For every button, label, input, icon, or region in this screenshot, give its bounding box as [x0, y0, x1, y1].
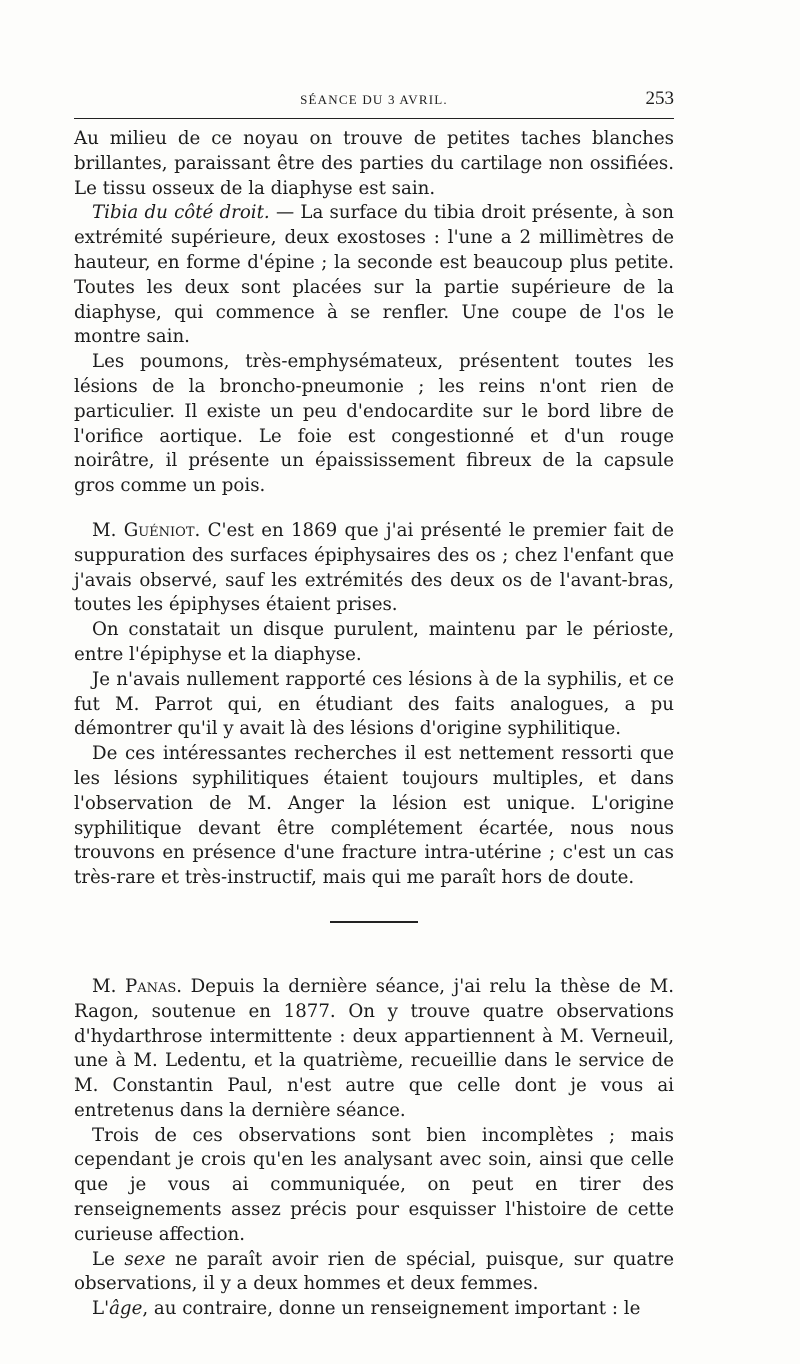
running-title: SÉANCE DU 3 AVRIL. — [300, 92, 448, 107]
speaker-gueniot: M. Guéniot. — [92, 519, 201, 541]
paragraph-poumons: Les poumons, très-emphysémateux, présentent toutes les lésions de la broncho-pneumonie ; les reins n'ont rien de particulier. Il existe un peu d'endocardite sur le bord libre de l'orifice aortique. Le foie est congestionné et d'un rouge noirâtre, il présente un épaississement fibreux de la capsule gros comme un pois. — [74, 351, 674, 497]
paragraph-panas-1 — [74, 975, 674, 1124]
age-pre: L' — [92, 1298, 110, 1320]
paragraph-gueniot-2: On constatait un disque purulent, maintenu par le périoste, entre l'épiphyse et la diaphyse. — [74, 619, 674, 665]
paragraph-gueniot-4: De ces intéressantes recherches il est nettement ressorti que les lésions syphilitiques étaient toujours multiples, et dans l'observation de M. Anger la lésion est unique. L'origine syphilitique devant être complétement écartée, nous nous trouvons en présence d'une fracture intra-utérine ; c'est un cas très-rare et très-instructif, mais qui me paraît hors de doute. — [74, 743, 674, 889]
paragraph-noyau: Au milieu de ce noyau on trouve de petites taches blanches brillantes, paraissant être des parties du cartilage non ossifiées. Le tissu osseux de la diaphyse est sain. — [74, 128, 674, 199]
paragraph-panas-age — [74, 1297, 674, 1322]
paragraph-gueniot-1 — [74, 519, 674, 618]
section-gap — [74, 499, 674, 519]
header-rule — [74, 118, 674, 119]
tibia-heading: Tibia du côté droit. — [92, 202, 270, 224]
paragraph-panas-2: Trois de ces observations sont bien incomplètes ; mais cependant je crois qu'en les analysant avec soin, ainsi que celle que je vous ai communiquée, on peut en tirer des renseignements assez précis pour esquisser l'histoire de cette curieuse affection. — [74, 1124, 674, 1245]
paragraph-tibia — [74, 201, 674, 350]
paragraph-panas-sexe — [74, 1248, 674, 1298]
age-post: , au contraire, donne un renseignement important : le — [142, 1298, 641, 1320]
sexe-pre: Le — [92, 1248, 125, 1270]
gueniot-text: C'est en 1869 que j'ai présenté le premier fait de suppuration des surfaces épiphysaires des os ; chez l'enfant que j'avais observé, sauf les extrémités des deux os de l'avant-bras, toutes les épiphyses étaient prises. — [74, 519, 675, 616]
speaker-panas: M. Panas. — [92, 975, 183, 997]
panas-text: Depuis la dernière séance, j'ai relu la thèse de M. Ragon, soutenue en 1877. On y trouve quatre observations d'hydarthrose intermittente : deux appartiennent à M. Verneuil, une à M. Ledentu, et la quatrième, recueillie dans le service de M. Constantin Paul, n'est autre que celle dont je vous ai entretenus dans la dernière séance. — [74, 975, 675, 1121]
section-separator — [330, 921, 418, 923]
book-page — [74, 86, 674, 1322]
sexe-term: sexe — [124, 1248, 166, 1270]
age-term: âge — [109, 1298, 143, 1320]
tibia-text: — La surface du tibia droit présente, à son extrémité supérieure, deux exostoses : l'une a 2 millimètres de hauteur, en forme d'épine ; la seconde est beaucoup plus petite. Toutes les deux sont placées sur la partie supérieure de la diaphyse, qui commence à se renfler. Une coupe de l'os le montre sain. — [74, 202, 674, 348]
page-number: 253 — [645, 88, 674, 109]
page-header — [74, 86, 674, 112]
paragraph-gueniot-3: Je n'avais nullement rapporté ces lésions à de la syphilis, et ce fut M. Parrot qui, en étudiant des faits analogues, a pu démontrer qu'il y avait là des lésions d'origine syphilitique. — [74, 668, 674, 740]
sexe-post: ne paraît avoir rien de spécial, puisque, sur quatre observations, il y a deux hommes et deux femmes. — [74, 1248, 674, 1295]
